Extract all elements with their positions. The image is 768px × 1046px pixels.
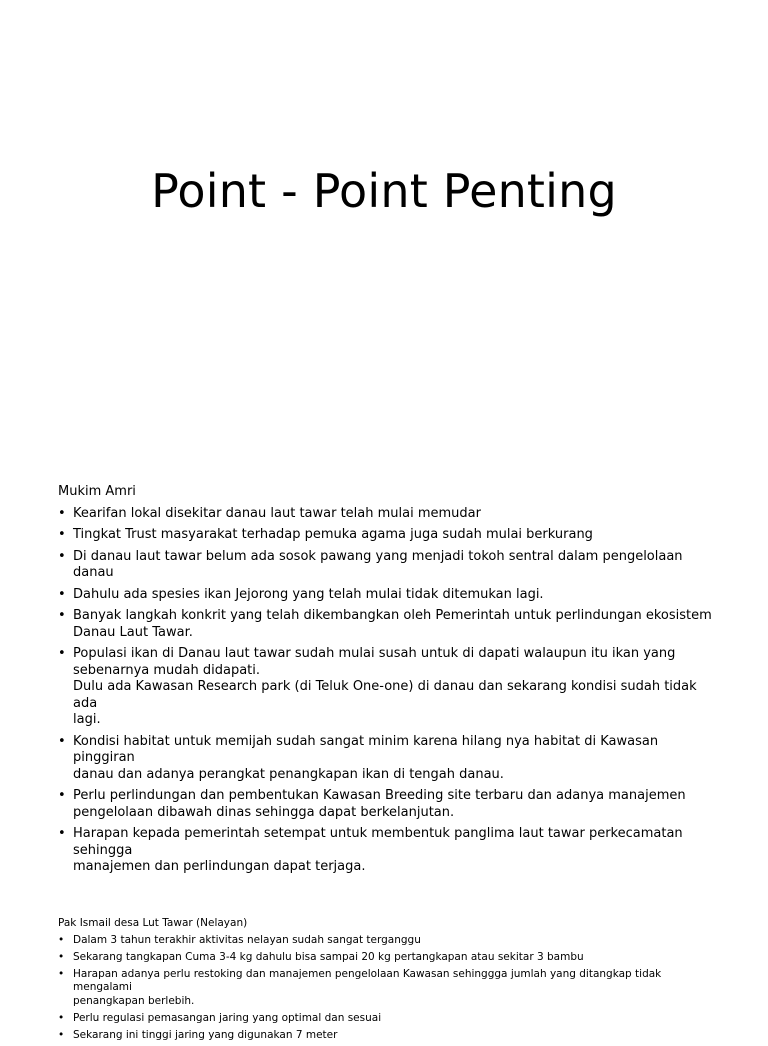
list-item-text: danau dan adanya perangkat penangkapan ikan di tengah danau. <box>73 766 504 782</box>
bullet-icon: • <box>58 1028 65 1041</box>
list-item <box>58 1029 718 1043</box>
bullet-list <box>58 506 718 876</box>
bullet-icon: • <box>58 733 66 749</box>
list-item-text: Tingkat Trust masyarakat terhadap pemuka agama juga sudah mulai berkurang <box>73 527 593 542</box>
bullet-icon: • <box>58 646 66 661</box>
list-item <box>58 934 718 948</box>
list-item-text: lagi. <box>73 712 101 727</box>
list-item <box>58 608 718 641</box>
section-heading: Pak Ismail desa Lut Tawar (Nelayan) <box>58 917 248 929</box>
list-item <box>58 506 718 523</box>
list-item-text: Perlu perlindungan dan pembentukan Kawasan Breeding site terbaru dan adanya manajemen <box>73 788 686 803</box>
list-item <box>58 734 718 784</box>
list-item <box>58 646 718 729</box>
list-item-text: sebenarnya mudah didapati. <box>73 662 261 678</box>
list-item-text: Dulu ada Kawasan Research park (di Teluk One-one) di danau dan sekarang kondisi sudah tidak ada <box>73 679 697 711</box>
bullet-icon: • <box>58 608 66 623</box>
bullet-icon: • <box>58 788 66 803</box>
list-item <box>58 951 718 965</box>
list-item-text: Dahulu ada spesies ikan Jejorong yang telah mulai tidak ditemukan lagi. <box>73 586 544 602</box>
list-item <box>58 826 718 876</box>
list-item-text: Kearifan lokal disekitar danau laut tawar telah mulai memudar <box>73 505 481 521</box>
list-item-text: Sekarang ini tinggi jaring yang digunakan 7 meter <box>73 1028 338 1041</box>
list-item <box>58 549 718 582</box>
list-item-text: Harapan adanya perlu restoking dan manajemen pengelolaan Kawasan sehinggga jumlah yang ditangkap tidak mengalami <box>73 967 662 993</box>
bullet-icon: • <box>58 826 66 841</box>
bullet-icon: • <box>58 527 66 542</box>
list-item-text: Perlu regulasi pemasangan jaring yang optimal dan sesuai <box>73 1011 382 1024</box>
list-item-text: Harapan kepada pemerintah setempat untuk membentuk panglima laut tawar perkecamatan sehingga <box>73 826 683 858</box>
list-item-text: penangkapan berlebih. <box>73 994 195 1007</box>
bullet-icon: • <box>58 1011 65 1024</box>
list-item-text: Dalam 3 tahun terakhir aktivitas nelayan sudah sangat terganggu <box>73 933 421 946</box>
bullet-icon: • <box>58 548 66 564</box>
list-item-text: pengelolaan dibawah dinas sehingga dapat berkelanjutan. <box>73 804 455 820</box>
bullet-icon: • <box>58 950 65 963</box>
list-item <box>58 527 718 544</box>
section-heading: Mukim Amri <box>58 484 136 499</box>
bullet-icon: • <box>58 967 65 980</box>
list-item <box>58 1012 718 1026</box>
list-item-text: Banyak langkah konkrit yang telah dikembangkan oleh Pemerintah untuk perlindungan ekosistem <box>73 608 712 623</box>
list-item <box>58 587 718 604</box>
slide-title: Point - Point Penting <box>151 164 617 218</box>
list-item-text: Sekarang tangkapan Cuma 3-4 kg dahulu bisa sampai 20 kg pertangkapan atau sekitar 3 bambu <box>73 950 584 963</box>
list-item-text: Di danau laut tawar belum ada sosok pawang yang menjadi tokoh sentral dalam pengelolaan danau <box>73 548 683 580</box>
section-mukim-amri <box>58 484 718 881</box>
bullet-icon: • <box>58 586 66 602</box>
bullet-icon: • <box>58 933 65 946</box>
list-item-text: Danau Laut Tawar. <box>73 624 193 640</box>
section-pak-ismail <box>58 917 718 1046</box>
list-item-text: Kondisi habitat untuk memijah sudah sangat minim karena hilang nya habitat di Kawasan pinggiran <box>73 733 659 765</box>
bullet-icon: • <box>58 505 66 521</box>
list-item-text: Populasi ikan di Danau laut tawar sudah mulai susah untuk di dapati walaupun itu ikan yang <box>73 646 676 661</box>
list-item-text: manajemen dan perlindungan dapat terjaga. <box>73 859 366 874</box>
list-item <box>58 788 718 821</box>
list-item <box>58 968 718 1009</box>
bullet-list <box>58 934 718 1043</box>
